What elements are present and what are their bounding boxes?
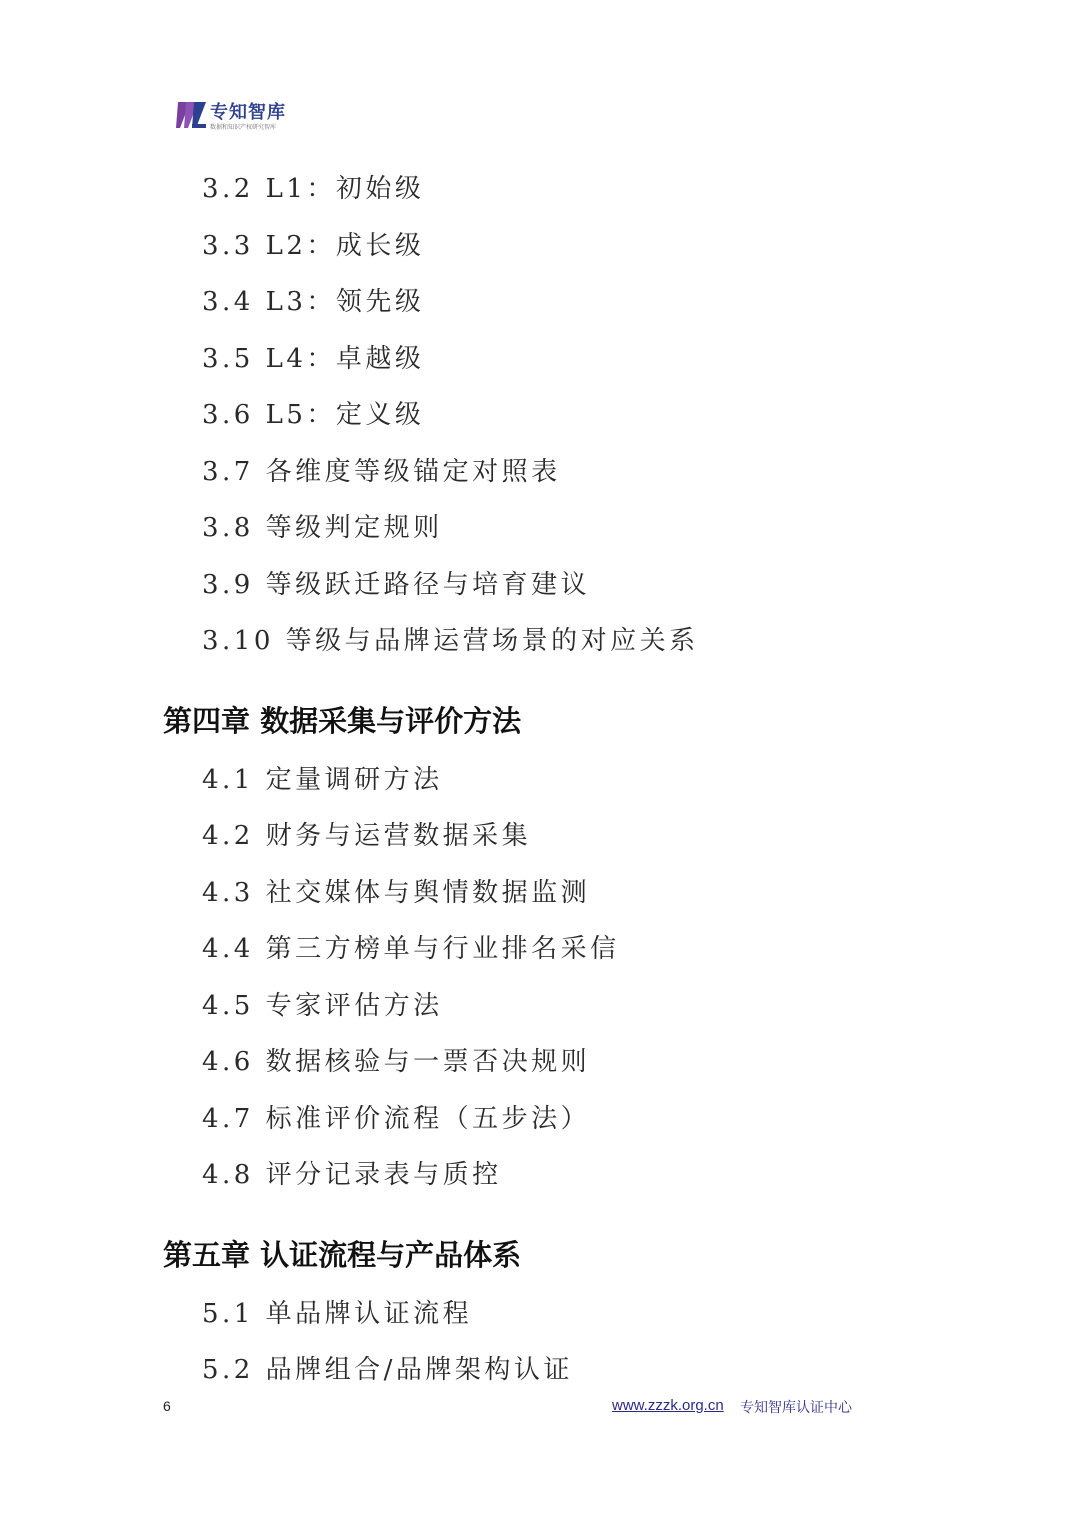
- toc-item[interactable]: 4.2 财务与运营数据采集: [202, 821, 532, 851]
- toc-item[interactable]: 3.2 L1：初始级: [202, 174, 425, 204]
- toc-item[interactable]: 5.2 品牌组合/品牌架构认证: [202, 1355, 573, 1385]
- toc-item[interactable]: 5.1 单品牌认证流程: [202, 1299, 473, 1329]
- chapter-heading[interactable]: 第五章 认证流程与产品体系: [163, 1238, 522, 1272]
- toc-item[interactable]: 3.6 L5：定义级: [202, 400, 425, 430]
- toc-item[interactable]: 4.4 第三方榜单与行业排名采信: [202, 934, 620, 964]
- zz-logo-icon: [176, 100, 208, 130]
- footer-org-name: 专知智库认证中心: [740, 1400, 852, 1416]
- chapter-heading[interactable]: 第四章 数据采集与评价方法: [163, 704, 522, 738]
- toc-item[interactable]: 3.5 L4：卓越级: [202, 344, 425, 374]
- toc-item[interactable]: 3.8 等级判定规则: [202, 513, 443, 543]
- logo-tagline: 数据和知识产权研究智库: [210, 124, 277, 131]
- toc-item[interactable]: 4.8 评分记录表与质控: [202, 1160, 502, 1190]
- logo-name: 专知智库: [210, 102, 286, 123]
- page-number: 6: [163, 1398, 171, 1414]
- toc-item[interactable]: 4.6 数据核验与一票否决规则: [202, 1047, 591, 1077]
- toc-item[interactable]: 4.3 社交媒体与舆情数据监测: [202, 878, 591, 908]
- toc-item[interactable]: 3.4 L3：领先级: [202, 287, 425, 317]
- toc-item[interactable]: 3.3 L2：成长级: [202, 231, 425, 261]
- toc-item[interactable]: 3.7 各维度等级锚定对照表: [202, 457, 561, 487]
- toc-item[interactable]: 3.9 等级跃迁路径与培育建议: [202, 570, 591, 600]
- header-logo: [176, 100, 316, 136]
- website-link[interactable]: www.zzzk.org.cn: [612, 1397, 724, 1414]
- toc-item[interactable]: 4.7 标准评价流程（五步法）: [202, 1104, 591, 1134]
- toc-item[interactable]: 4.1 定量调研方法: [202, 765, 443, 795]
- toc-item[interactable]: 4.5 专家评估方法: [202, 991, 443, 1021]
- toc-item[interactable]: 3.10 等级与品牌运营场景的对应关系: [202, 626, 699, 656]
